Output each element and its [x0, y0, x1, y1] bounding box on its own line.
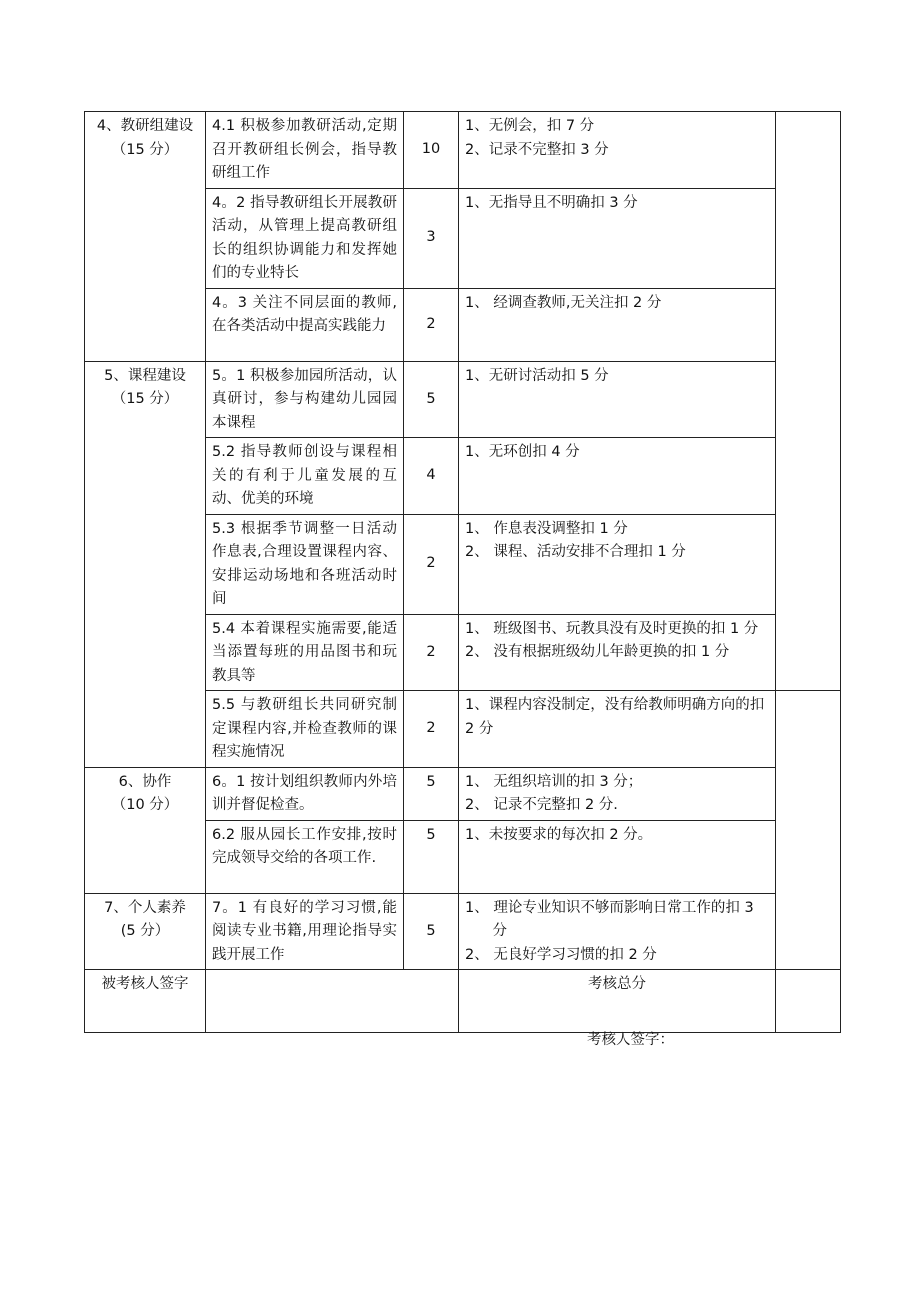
- deduction-cell: 1、课程内容没制定，没有给教师明确方向的扣 2 分: [459, 691, 776, 768]
- category-points: （15 分）: [111, 391, 179, 407]
- score-cell: 5: [404, 767, 459, 820]
- category-label: 7、个人素养: [104, 899, 186, 916]
- deduction-item: 1、未按要求的每次扣 2 分。: [465, 826, 653, 843]
- score-cell: 2: [404, 514, 459, 614]
- deduction-item: 1、 理论专业知识不够而影响日常工作的扣 3 分: [465, 899, 754, 939]
- deduction-item: 1、无环创扣 4 分: [465, 444, 580, 460]
- deduction-cell: [459, 361, 776, 438]
- category-label: 5、课程建设: [104, 367, 186, 384]
- summary-row: [85, 970, 841, 1033]
- category-cell: [85, 767, 206, 893]
- total-score-field[interactable]: [776, 970, 841, 1033]
- criteria-cell: 7。1 有良好的学习习惯,能阅读专业书籍,用理论指导实践开展工作: [206, 893, 404, 970]
- criteria-cell: 6.2 服从园长工作安排,按时完成领导交给的各项工作.: [206, 820, 404, 893]
- criteria-cell: 5。1 积极参加园所活动，认真研讨，参与构建幼儿园园本课程: [206, 361, 404, 438]
- deduction-item: 1、 无组织培训的扣 3 分；: [465, 773, 643, 790]
- actual-score-cell[interactable]: [776, 112, 841, 691]
- criteria-cell: 5.4 本着课程实施需要,能适当添置每班的用品图书和玩教具等: [206, 614, 404, 691]
- category-cell: [85, 112, 206, 362]
- deduction-cell: [459, 514, 776, 614]
- deduction-cell: [459, 820, 776, 893]
- category-cell: [85, 893, 206, 970]
- category-label: 4、教研组建设: [96, 118, 194, 134]
- table-row: [85, 112, 841, 189]
- criteria-cell: 4。2 指导教研组长开展教研活动，从管理上提高教研组长的组织协调能力和发挥她们的专业特长: [206, 188, 404, 288]
- assessee-signature-label: 被考核人签字: [85, 970, 206, 1033]
- criteria-cell: 4.1 积极参加教研活动,定期召开教研组长例会，指导教研组工作: [206, 112, 404, 189]
- criteria-cell: 5.3 根据季节调整一日活动作息表,合理设置课程内容、安排运动场地和各班活动时间: [206, 514, 404, 614]
- category-cell: [85, 361, 206, 767]
- deduction-item: 2、记录不完整扣 3 分: [465, 141, 609, 158]
- deduction-item: 1、无研讨活动扣 5 分: [465, 367, 609, 384]
- examiner-signature-label: 考核人签字：: [587, 1032, 674, 1048]
- score-cell: 5: [404, 893, 459, 970]
- assessment-table: [84, 111, 841, 1033]
- score-cell: 3: [404, 188, 459, 288]
- table-row: [85, 767, 841, 820]
- deduction-item: 2、 没有根据班级幼儿年龄更换的扣 1 分: [465, 644, 730, 660]
- criteria-cell: 6。1 按计划组织教师内外培训并督促检查。: [206, 767, 404, 820]
- score-cell: 2: [404, 288, 459, 361]
- criteria-cell: 4。3 关注不同层面的教师,在各类活动中提高实践能力: [206, 288, 404, 361]
- deduction-item: 2、 无良好学习习惯的扣 2 分: [465, 946, 657, 963]
- table-row: [85, 361, 841, 438]
- deduction-item: 1、 班级图书、玩教具没有及时更换的扣 1 分: [465, 620, 759, 637]
- score-cell: 4: [404, 438, 459, 515]
- deduction-item: 2、 课程、活动安排不合理扣 1 分: [465, 544, 686, 560]
- assessee-signature-field[interactable]: [206, 970, 459, 1033]
- category-points: （15 分）: [111, 141, 179, 158]
- score-cell: 2: [404, 691, 459, 768]
- deduction-item: 2、 记录不完整扣 2 分.: [465, 797, 618, 813]
- score-cell: 5: [404, 361, 459, 438]
- total-score-label: 考核总分: [459, 970, 776, 1033]
- deduction-cell: [459, 112, 776, 189]
- deduction-item: 1、无例会，扣 7 分: [465, 118, 595, 134]
- deduction-cell: [459, 893, 776, 970]
- deduction-item: 1、无指导且不明确扣 3 分: [465, 194, 638, 211]
- deduction-cell: [459, 614, 776, 691]
- deduction-cell: [459, 438, 776, 515]
- criteria-cell: 5.2 指导教师创设与课程相关的有利于儿童发展的互动、优美的环境: [206, 438, 404, 515]
- table-row: [85, 893, 841, 970]
- criteria-cell: 5.5 与教研组长共同研究制定课程内容,并检查教师的课程实施情况: [206, 691, 404, 768]
- deduction-item: 1、 作息表没调整扣 1 分: [465, 520, 628, 537]
- score-cell: 10: [404, 112, 459, 189]
- deduction-cell: [459, 288, 776, 361]
- score-cell: 5: [404, 820, 459, 893]
- deduction-cell: [459, 767, 776, 820]
- actual-score-cell[interactable]: [776, 691, 841, 970]
- score-cell: 2: [404, 614, 459, 691]
- deduction-cell: [459, 188, 776, 288]
- category-label: 6、协作: [118, 773, 172, 790]
- category-points: （10 分）: [111, 797, 179, 813]
- category-points: (5 分）: [120, 923, 170, 939]
- deduction-item: 1、 经调查教师,无关注扣 2 分: [465, 294, 662, 311]
